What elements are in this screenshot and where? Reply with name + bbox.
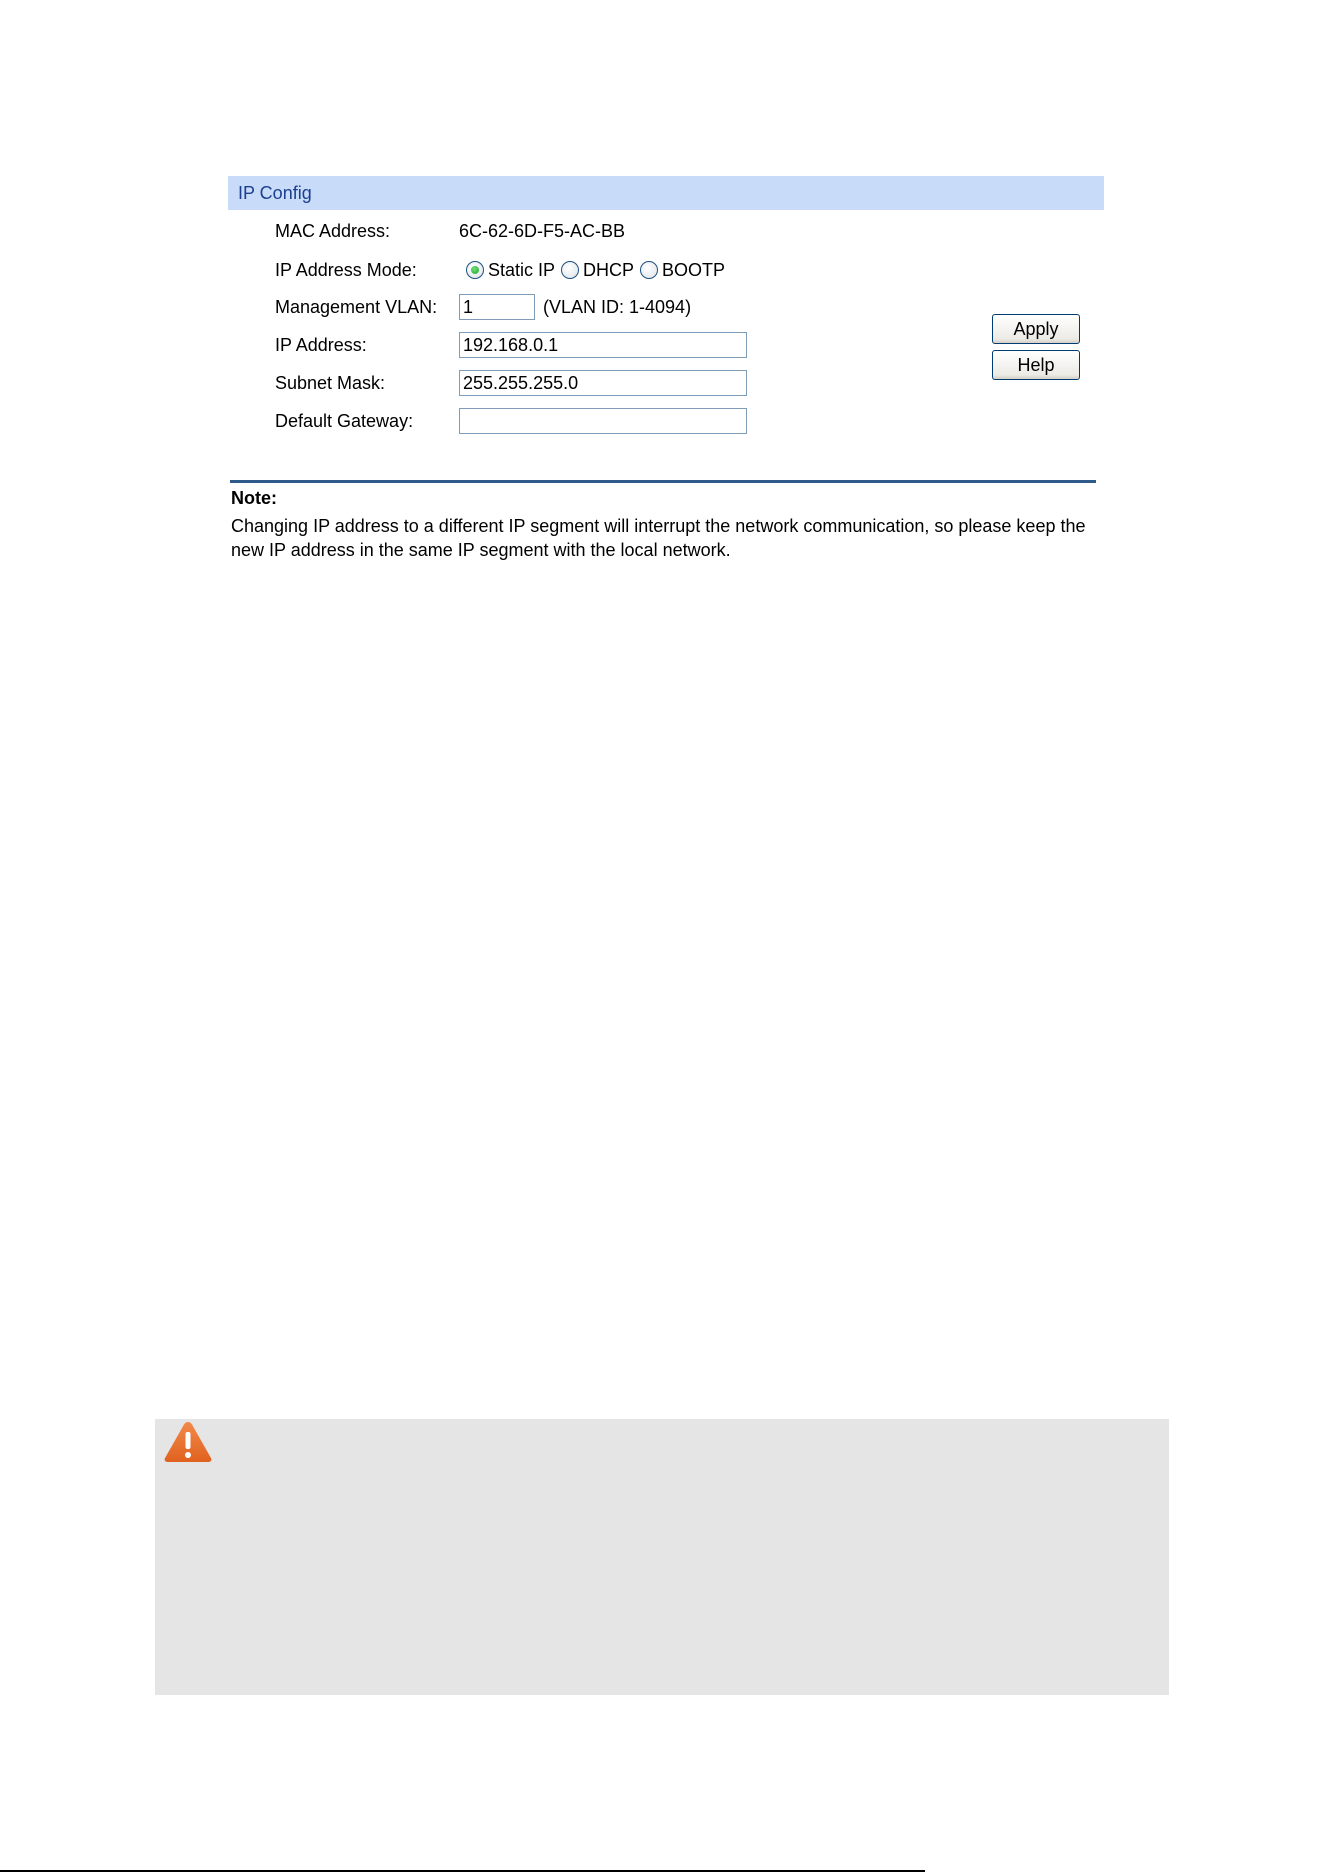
subnet-mask-input[interactable] bbox=[459, 370, 747, 396]
page-bottom-rule bbox=[0, 1870, 925, 1872]
management-vlan-input[interactable] bbox=[459, 294, 535, 320]
bootp-label[interactable]: BOOTP bbox=[662, 259, 726, 280]
warning-box bbox=[155, 1419, 1169, 1695]
help-button[interactable]: Help bbox=[992, 350, 1080, 380]
ip-address-mode-row bbox=[275, 255, 731, 285]
default-gateway-input[interactable] bbox=[459, 408, 747, 434]
panel-title: IP Config bbox=[228, 176, 1104, 210]
subnet-mask-row bbox=[275, 368, 747, 398]
subnet-mask-label: Subnet Mask: bbox=[275, 372, 386, 393]
default-gateway-row bbox=[275, 406, 747, 436]
ip-address-mode-label: IP Address Mode: bbox=[275, 259, 417, 280]
warning-triangle-icon bbox=[162, 1419, 214, 1465]
ip-mode-radio-group bbox=[466, 260, 731, 281]
static-ip-radio[interactable] bbox=[466, 261, 484, 279]
ip-config-form bbox=[228, 210, 1104, 480]
mac-address-label: MAC Address: bbox=[275, 220, 391, 241]
management-vlan-label: Management VLAN: bbox=[275, 296, 438, 317]
ip-address-label: IP Address: bbox=[275, 334, 367, 355]
radio-selected-dot bbox=[471, 266, 479, 274]
management-vlan-row bbox=[275, 292, 691, 322]
vlan-id-hint: (VLAN ID: 1-4094) bbox=[543, 296, 692, 317]
note-text: Changing IP address to a different IP segment will interrupt the network communication, so please keep the new IP address in the same IP segment with the local network. bbox=[231, 516, 1086, 560]
apply-button[interactable]: Apply bbox=[992, 314, 1080, 344]
ip-address-input[interactable] bbox=[459, 332, 747, 358]
dhcp-label[interactable]: DHCP bbox=[583, 259, 635, 280]
ip-address-row bbox=[275, 330, 747, 360]
note-title: Note: bbox=[231, 488, 277, 508]
mac-address-row bbox=[275, 216, 625, 246]
note-divider bbox=[230, 480, 1096, 483]
default-gateway-label: Default Gateway: bbox=[275, 410, 414, 431]
ip-config-panel bbox=[228, 176, 1104, 480]
static-ip-label[interactable]: Static IP bbox=[488, 259, 556, 280]
dhcp-radio[interactable] bbox=[561, 261, 579, 279]
bootp-radio[interactable] bbox=[640, 261, 658, 279]
mac-address-value: 6C-62-6D-F5-AC-BB bbox=[459, 220, 626, 241]
